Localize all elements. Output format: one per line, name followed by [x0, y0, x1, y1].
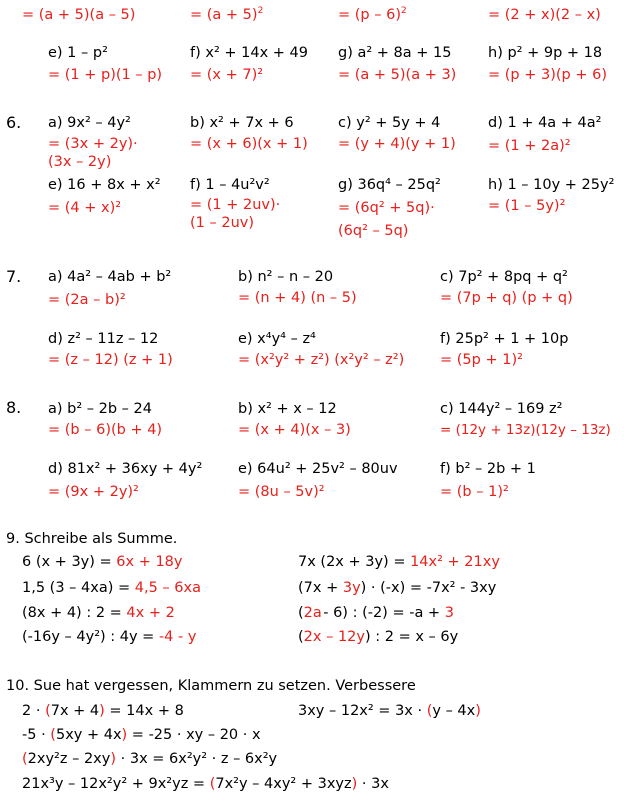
- answer-top-d: = (2 + x)(2 – x): [488, 7, 601, 23]
- task9-left-4: (-16y – 4y²) : 4y = -4 - y: [22, 629, 197, 645]
- task6-h-answer: = (1 – 5y)²: [488, 198, 566, 214]
- task6-f-answer-2: (1 – 2uv): [190, 215, 255, 231]
- answer-top-a: = (a + 5)(a – 5): [22, 7, 136, 23]
- task10-title: 10. Sue hat vergessen, Klammern zu setzen. Verbessere: [6, 678, 416, 694]
- task7-c: c) 7p² + 8pq + q²: [440, 269, 568, 285]
- task7-b-answer: = (n + 4) (n – 5): [238, 290, 357, 306]
- task7-d: d) z² – 11z – 12: [48, 331, 159, 347]
- task10-line-4: 21x³y – 12x²y² + 9x²yz = (7x²y – 4xy² + 3xyz) · 3x: [22, 776, 389, 792]
- task5-g-answer: = (a + 5)(a + 3): [338, 67, 457, 83]
- task7-c-answer: = (7p + q) (p + q): [440, 290, 573, 306]
- task6-b-answer: = (x + 6)(x + 1): [190, 136, 308, 152]
- task8-b: b) x² + x – 12: [238, 401, 337, 417]
- task6-a-answer-1: = (3x + 2y)·: [48, 136, 138, 152]
- task6-c: c) y² + 5y + 4: [338, 115, 441, 131]
- task5-f-answer: = (x + 7)²: [190, 67, 264, 83]
- task7-e-answer: = (x²y² + z²) (x²y² – z²): [238, 352, 405, 368]
- task9-left-2: 1,5 (3 – 4xa) = 4,5 – 6xa: [22, 580, 201, 596]
- task6-number: 6.: [6, 113, 22, 132]
- task8-e-answer: = (8u – 5v)²: [238, 484, 325, 500]
- task7-a-answer: = (2a – b)²: [48, 292, 126, 308]
- task7-f: f) 25p² + 1 + 10p: [440, 331, 569, 347]
- task5-g: g) a² + 8a + 15: [338, 45, 452, 61]
- task5-h: h) p² + 9p + 18: [488, 45, 603, 61]
- task9-left-3: (8x + 4) : 2 = 4x + 2: [22, 605, 175, 621]
- task7-b: b) n² – n – 20: [238, 269, 334, 285]
- answer-top-c: = (p – 6)$^2$: [338, 6, 407, 23]
- task9-left-1: 6 (x + 3y) = 6x + 18y: [22, 554, 183, 570]
- task6-f-answer-1: = (1 + 2uv)·: [190, 197, 281, 213]
- task7-f-answer: = (5p + 1)²: [440, 352, 523, 368]
- task9-right-2: (7x + 3y) · (-x) = -7x² - 3xy: [298, 580, 497, 596]
- task6-g-answer-2: (6q² – 5q): [338, 223, 409, 239]
- task8-d: d) 81x² + 36xy + 4y²: [48, 461, 203, 477]
- task8-b-answer: = (x + 4)(x – 3): [238, 422, 351, 438]
- task8-c: c) 144y² – 169 z²: [440, 401, 563, 417]
- task6-d: d) 1 + 4a + 4a²: [488, 115, 602, 131]
- task6-e-answer: = (4 + x)²: [48, 200, 122, 216]
- task8-e: e) 64u² + 25v² – 80uv: [238, 461, 398, 477]
- task7-a: a) 4a² – 4ab + b²: [48, 269, 172, 285]
- task6-b: b) x² + 7x + 6: [190, 115, 294, 131]
- task5-h-answer: = (p + 3)(p + 6): [488, 67, 607, 83]
- task6-a-answer-2: (3x – 2y): [48, 154, 112, 170]
- task5-f: f) x² + 14x + 49: [190, 45, 308, 61]
- task7-d-answer: = (z – 12) (z + 1): [48, 352, 173, 368]
- task8-c-answer: = (12y + 13z)(12y – 13z): [440, 422, 611, 438]
- task5-e: e) 1 – p²: [48, 45, 108, 61]
- task9-right-4: (2x – 12y) : 2 = x – 6y: [298, 629, 459, 645]
- task6-f: f) 1 – 4u²v²: [190, 177, 270, 193]
- task8-f-answer: = (b – 1)²: [440, 484, 509, 500]
- task9-title: 9. Schreibe als Summe.: [6, 531, 178, 547]
- task6-c-answer: = (y + 4)(y + 1): [338, 136, 456, 152]
- task8-number: 8.: [6, 398, 22, 417]
- task8-a-answer: = (b – 6)(b + 4): [48, 422, 163, 438]
- task6-h: h) 1 – 10y + 25y²: [488, 177, 615, 193]
- task5-e-answer: = (1 + p)(1 – p): [48, 67, 163, 83]
- task8-d-answer: = (9x + 2y)²: [48, 484, 139, 500]
- task8-a: a) b² – 2b – 24: [48, 401, 152, 417]
- task9-right-3: (2a - 6) : (-2) = -a + 3: [298, 605, 454, 621]
- task7-number: 7.: [6, 267, 22, 286]
- task9-right-1: 7x (2x + 3y) = 14x² + 21xy: [298, 554, 500, 570]
- task10-right-1: 3xy – 12x² = 3x · (y – 4x): [298, 703, 481, 719]
- task10-line-1: 2 · (7x + 4) = 14x + 8: [22, 703, 184, 719]
- answer-top-b: = $(a + 5)^2$: [190, 6, 264, 23]
- task6-g: g) 36q⁴ – 25q²: [338, 177, 441, 193]
- task6-d-answer: = (1 + 2a)²: [488, 138, 571, 154]
- task6-a: a) 9x² – 4y²: [48, 115, 131, 131]
- task10-line-3: (2xy²z – 2xy) · 3x = 6x²y² · z – 6x²y: [22, 751, 278, 767]
- task8-f: f) b² – 2b + 1: [440, 461, 536, 477]
- task6-e: e) 16 + 8x + x²: [48, 177, 161, 193]
- task6-g-answer-1: = (6q² + 5q)·: [338, 200, 435, 216]
- task7-e: e) x⁴y⁴ – z⁴: [238, 331, 316, 347]
- task10-line-2: -5 · (5xy + 4x) = -25 · xy – 20 · x: [22, 727, 261, 743]
